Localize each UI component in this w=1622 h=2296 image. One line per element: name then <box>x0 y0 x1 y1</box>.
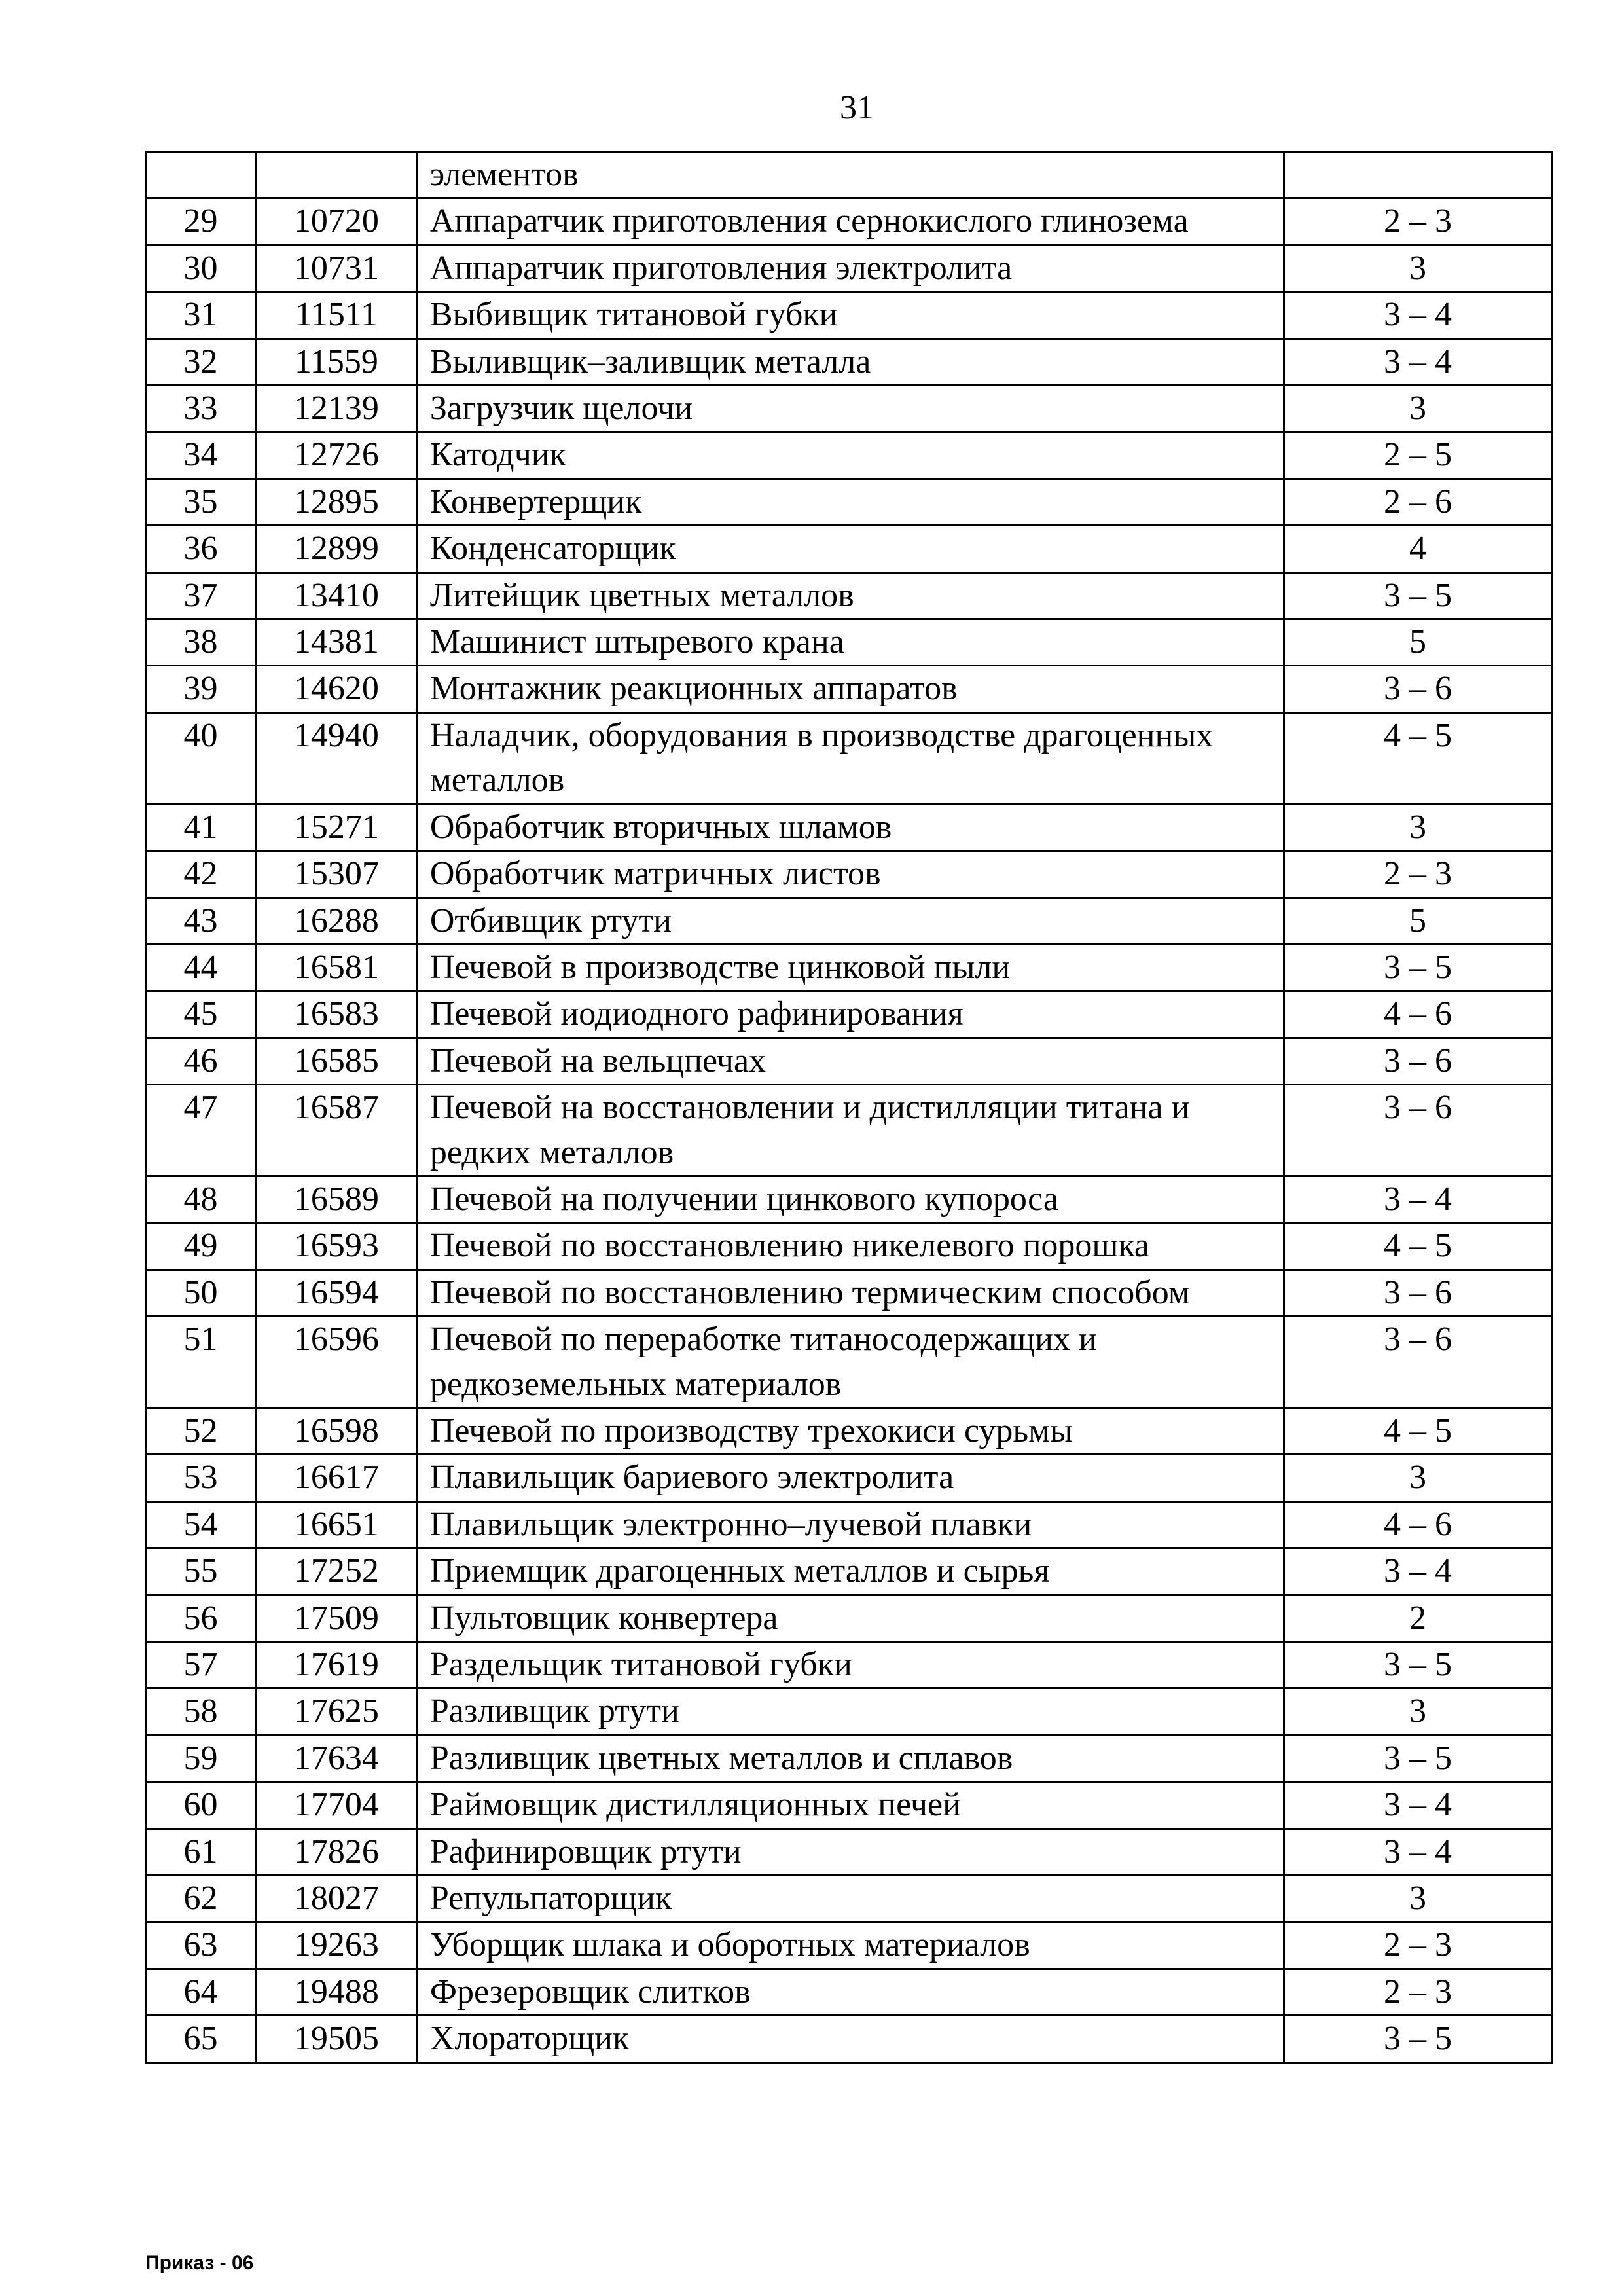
row-number: 60 <box>146 1782 256 1829</box>
table-row <box>146 712 1552 804</box>
profession-code: 14940 <box>255 712 417 804</box>
row-number: 56 <box>146 1595 256 1641</box>
profession-name: Катодчик <box>417 432 1284 479</box>
table-row <box>146 1922 1552 1969</box>
grade-range: 3 <box>1284 245 1552 291</box>
table-row <box>146 338 1552 385</box>
row-number: 41 <box>146 804 256 850</box>
profession-name: Выбивщик титановой губки <box>417 292 1284 338</box>
profession-code: 12899 <box>255 526 417 572</box>
profession-code: 16585 <box>255 1038 417 1084</box>
profession-code: 17634 <box>255 1735 417 1781</box>
row-number: 65 <box>146 2016 256 2062</box>
grade-range: 2 – 3 <box>1284 1922 1552 1969</box>
row-number: 40 <box>146 712 256 804</box>
row-number: 29 <box>146 198 256 245</box>
row-number: 53 <box>146 1455 256 1501</box>
table-row <box>146 1176 1552 1222</box>
table-row <box>146 1595 1552 1641</box>
profession-name: Печевой на вельцпечах <box>417 1038 1284 1084</box>
grade-range: 3 – 4 <box>1284 338 1552 385</box>
profession-name: Печевой в производстве цинковой пыли <box>417 944 1284 991</box>
table-row <box>146 1782 1552 1829</box>
table-row <box>146 1642 1552 1688</box>
profession-code: 17619 <box>255 1642 417 1688</box>
profession-code: 19488 <box>255 1969 417 2015</box>
profession-name: Уборщик шлака и оборотных материалов <box>417 1922 1284 1969</box>
row-number: 37 <box>146 572 256 619</box>
grade-range: 2 – 3 <box>1284 198 1552 245</box>
profession-name: Плавильщик электронно–лучевой плавки <box>417 1501 1284 1548</box>
table-row <box>146 245 1552 291</box>
profession-code: 17509 <box>255 1595 417 1641</box>
profession-name: Рафинировщик ртути <box>417 1829 1284 1875</box>
grade-range: 3 – 4 <box>1284 1782 1552 1829</box>
grade-range: 4 – 5 <box>1284 1223 1552 1269</box>
profession-code: 17625 <box>255 1688 417 1735</box>
row-number: 42 <box>146 851 256 898</box>
row-number: 34 <box>146 432 256 479</box>
profession-name: Хлораторщик <box>417 2016 1284 2062</box>
table-row <box>146 1969 1552 2015</box>
grade-range <box>1284 152 1552 198</box>
table-row <box>146 1548 1552 1595</box>
table-row <box>146 1223 1552 1269</box>
row-number: 48 <box>146 1176 256 1222</box>
table-row <box>146 386 1552 432</box>
table-row <box>146 1876 1552 1922</box>
grade-range: 3 <box>1284 1688 1552 1735</box>
profession-code: 16596 <box>255 1317 417 1408</box>
row-number: 49 <box>146 1223 256 1269</box>
grade-range: 3 <box>1284 1876 1552 1922</box>
table-row <box>146 666 1552 712</box>
grade-range: 2 – 6 <box>1284 479 1552 525</box>
profession-name: элементов <box>417 152 1284 198</box>
profession-name: Пультовщик конвертера <box>417 1595 1284 1641</box>
profession-name: Печевой на восстановлении и дистилляции титана и редких металлов <box>417 1085 1284 1176</box>
profession-code: 16581 <box>255 944 417 991</box>
table-row <box>146 1735 1552 1781</box>
profession-code: 10720 <box>255 198 417 245</box>
profession-name: Машинист штыревого крана <box>417 619 1284 666</box>
table-row <box>146 851 1552 898</box>
profession-code: 17704 <box>255 1782 417 1829</box>
row-number: 43 <box>146 898 256 944</box>
row-number: 64 <box>146 1969 256 2015</box>
profession-name: Выливщик–заливщик металла <box>417 338 1284 385</box>
profession-name: Конденсаторщик <box>417 526 1284 572</box>
grade-range: 2 – 5 <box>1284 432 1552 479</box>
table-row <box>146 619 1552 666</box>
row-number: 50 <box>146 1269 256 1316</box>
profession-code: 11559 <box>255 338 417 385</box>
grade-range: 3 – 6 <box>1284 666 1552 712</box>
table-row <box>146 1501 1552 1548</box>
row-number: 54 <box>146 1501 256 1548</box>
row-number: 30 <box>146 245 256 291</box>
profession-name: Обработчик вторичных шламов <box>417 804 1284 850</box>
table-row <box>146 432 1552 479</box>
grade-range: 3 – 5 <box>1284 572 1552 619</box>
profession-name: Печевой на получении цинкового купороса <box>417 1176 1284 1222</box>
profession-name: Плавильщик бариевого электролита <box>417 1455 1284 1501</box>
row-number: 52 <box>146 1408 256 1454</box>
profession-name: Загрузчик щелочи <box>417 386 1284 432</box>
table-row <box>146 572 1552 619</box>
grade-range: 2 – 3 <box>1284 851 1552 898</box>
profession-code: 19263 <box>255 1922 417 1969</box>
profession-code: 12139 <box>255 386 417 432</box>
table-row <box>146 1038 1552 1084</box>
row-number: 39 <box>146 666 256 712</box>
profession-name: Раймовщик дистилляционных печей <box>417 1782 1284 1829</box>
grade-range: 3 – 5 <box>1284 1642 1552 1688</box>
grade-range: 2 – 3 <box>1284 1969 1552 2015</box>
table-row <box>146 2016 1552 2062</box>
profession-name: Обработчик матричных листов <box>417 851 1284 898</box>
row-number <box>146 152 256 198</box>
grade-range: 3 – 6 <box>1284 1038 1552 1084</box>
profession-code: 13410 <box>255 572 417 619</box>
grade-range: 3 <box>1284 804 1552 850</box>
grade-range: 4 – 6 <box>1284 991 1552 1038</box>
row-number: 36 <box>146 526 256 572</box>
grade-range: 4 <box>1284 526 1552 572</box>
footer-label: Приказ - 06 <box>145 2252 254 2274</box>
profession-code <box>255 152 417 198</box>
table-row <box>146 1317 1552 1408</box>
profession-code: 17826 <box>255 1829 417 1875</box>
row-number: 44 <box>146 944 256 991</box>
grade-range: 5 <box>1284 898 1552 944</box>
grade-range: 5 <box>1284 619 1552 666</box>
table-row <box>146 526 1552 572</box>
table-row <box>146 1269 1552 1316</box>
table-row <box>146 898 1552 944</box>
profession-name: Наладчик, оборудования в производстве драгоценных металлов <box>417 712 1284 804</box>
row-number: 58 <box>146 1688 256 1735</box>
grade-range: 4 – 6 <box>1284 1501 1552 1548</box>
profession-code: 19505 <box>255 2016 417 2062</box>
row-number: 61 <box>146 1829 256 1875</box>
grade-range: 3 – 4 <box>1284 1829 1552 1875</box>
row-number: 63 <box>146 1922 256 1969</box>
table-row <box>146 152 1552 198</box>
profession-code: 16587 <box>255 1085 417 1176</box>
profession-code: 16583 <box>255 991 417 1038</box>
profession-name: Аппаратчик приготовления сернокислого глинозема <box>417 198 1284 245</box>
profession-code: 15307 <box>255 851 417 898</box>
profession-code: 14620 <box>255 666 417 712</box>
row-number: 51 <box>146 1317 256 1408</box>
profession-code: 16288 <box>255 898 417 944</box>
row-number: 55 <box>146 1548 256 1595</box>
profession-name: Печевой по производству трехокиси сурьмы <box>417 1408 1284 1454</box>
profession-name: Отбивщик ртути <box>417 898 1284 944</box>
row-number: 38 <box>146 619 256 666</box>
grade-range: 2 <box>1284 1595 1552 1641</box>
profession-name: Аппаратчик приготовления электролита <box>417 245 1284 291</box>
grade-range: 3 – 4 <box>1284 292 1552 338</box>
table-row <box>146 1688 1552 1735</box>
profession-name: Приемщик драгоценных металлов и сырья <box>417 1548 1284 1595</box>
profession-code: 12895 <box>255 479 417 525</box>
grade-range: 3 – 6 <box>1284 1085 1552 1176</box>
profession-name: Конвертерщик <box>417 479 1284 525</box>
row-number: 57 <box>146 1642 256 1688</box>
profession-name: Монтажник реакционных аппаратов <box>417 666 1284 712</box>
table-row <box>146 991 1552 1038</box>
grade-range: 3 – 5 <box>1284 1735 1552 1781</box>
profession-name: Репульпаторщик <box>417 1876 1284 1922</box>
profession-code: 10731 <box>255 245 417 291</box>
row-number: 45 <box>146 991 256 1038</box>
row-number: 47 <box>146 1085 256 1176</box>
grade-range: 3 <box>1284 1455 1552 1501</box>
grade-range: 3 – 6 <box>1284 1269 1552 1316</box>
table-row <box>146 1408 1552 1454</box>
grade-range: 4 – 5 <box>1284 712 1552 804</box>
grade-range: 3 – 4 <box>1284 1176 1552 1222</box>
table-row <box>146 1455 1552 1501</box>
table-row <box>146 479 1552 525</box>
profession-name: Печевой по восстановлению термическим способом <box>417 1269 1284 1316</box>
professions-table <box>145 151 1553 2064</box>
profession-name: Разливщик ртути <box>417 1688 1284 1735</box>
profession-name: Печевой иодиодного рафинирования <box>417 991 1284 1038</box>
profession-code: 16593 <box>255 1223 417 1269</box>
profession-name: Печевой по восстановлению никелевого порошка <box>417 1223 1284 1269</box>
row-number: 46 <box>146 1038 256 1084</box>
grade-range: 3 – 6 <box>1284 1317 1552 1408</box>
profession-code: 15271 <box>255 804 417 850</box>
profession-name: Разливщик цветных металлов и сплавов <box>417 1735 1284 1781</box>
profession-name: Литейщик цветных металлов <box>417 572 1284 619</box>
profession-name: Фрезеровщик слитков <box>417 1969 1284 2015</box>
table-row <box>146 292 1552 338</box>
profession-code: 17252 <box>255 1548 417 1595</box>
profession-code: 16594 <box>255 1269 417 1316</box>
profession-code: 14381 <box>255 619 417 666</box>
row-number: 33 <box>146 386 256 432</box>
grade-range: 3 – 5 <box>1284 2016 1552 2062</box>
profession-code: 11511 <box>255 292 417 338</box>
grade-range: 3 <box>1284 386 1552 432</box>
row-number: 59 <box>146 1735 256 1781</box>
profession-code: 18027 <box>255 1876 417 1922</box>
table-row <box>146 804 1552 850</box>
table-row <box>146 198 1552 245</box>
row-number: 35 <box>146 479 256 525</box>
table-row <box>146 1085 1552 1176</box>
profession-code: 16589 <box>255 1176 417 1222</box>
row-number: 31 <box>146 292 256 338</box>
grade-range: 4 – 5 <box>1284 1408 1552 1454</box>
row-number: 32 <box>146 338 256 385</box>
profession-code: 16617 <box>255 1455 417 1501</box>
row-number: 62 <box>146 1876 256 1922</box>
profession-name: Раздельщик титановой губки <box>417 1642 1284 1688</box>
grade-range: 3 – 4 <box>1284 1548 1552 1595</box>
profession-code: 16598 <box>255 1408 417 1454</box>
profession-code: 16651 <box>255 1501 417 1548</box>
grade-range: 3 – 5 <box>1284 944 1552 991</box>
page-number: 31 <box>840 89 874 126</box>
table-row <box>146 944 1552 991</box>
profession-name: Печевой по переработке титаносодержащих и редкоземельных материалов <box>417 1317 1284 1408</box>
profession-code: 12726 <box>255 432 417 479</box>
table-row <box>146 1829 1552 1875</box>
